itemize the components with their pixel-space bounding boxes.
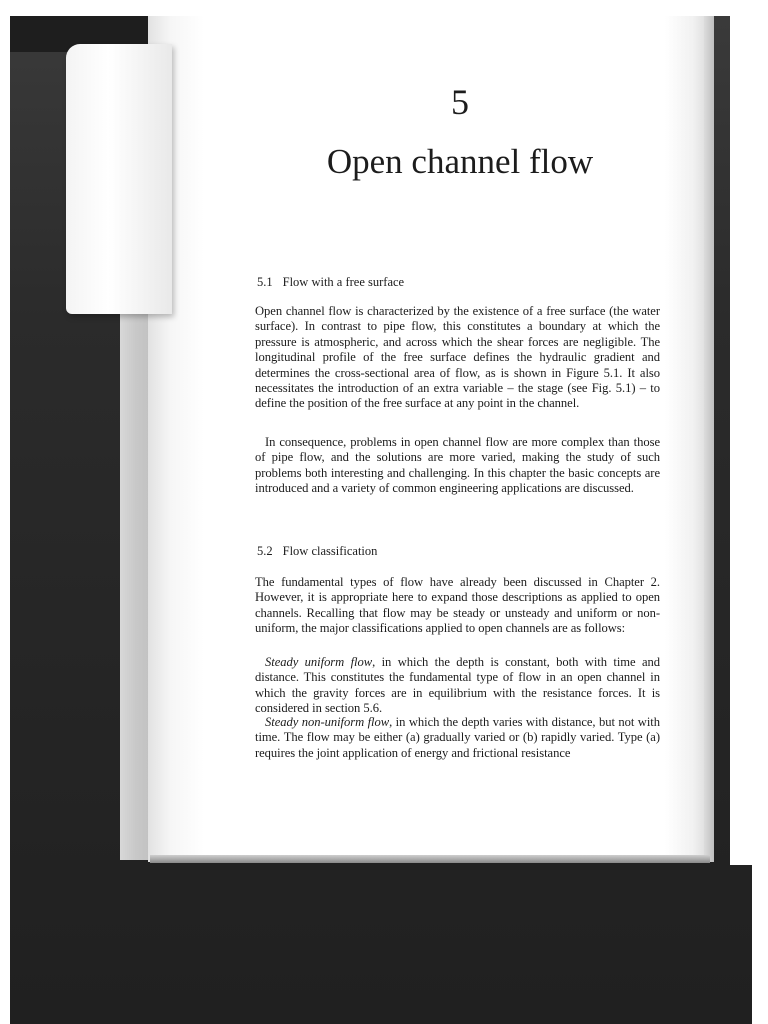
page-edge [704, 16, 714, 862]
classification-item [255, 715, 660, 761]
section-number: 5.1 [257, 275, 273, 289]
section-title: Flow with a free surface [282, 275, 405, 289]
classification-term: Steady non-uniform flow [265, 715, 390, 729]
page-bottom-shadow [150, 855, 710, 863]
section-heading-5-1 [257, 274, 404, 290]
paragraph [255, 304, 660, 412]
paragraph [255, 435, 660, 497]
section-number: 5.2 [257, 544, 273, 558]
section-heading-5-2 [257, 543, 377, 559]
section-title: Flow classification [282, 544, 378, 558]
classification-description: , in which the depth is constant, both with time and distance. This constitutes the fundamental type of flow in an open channel in which the gravity forces are in equilibrium with the resistance forces. It is considered in section 5.6. [255, 655, 660, 716]
right-margin-strip [730, 0, 768, 865]
classification-description: , in which the depth varies with distance, but not with time. The flow may be either (a) gradually varied or (b) rapidly varied. Type (a) requires the joint application of energy and frictional resistance [255, 715, 660, 760]
folded-page-tab [66, 44, 172, 314]
paragraph-text: The fundamental types of flow have already been discussed in Chapter 2. However, it is appropriate here to expand those descriptions as applied to open channels. Recalling that flow may be steady or unsteady and uniform or non-uniform, the major classifications applied to open channels are as follows: [255, 575, 660, 636]
chapter-number: 5 [451, 82, 469, 122]
paragraph [255, 575, 660, 637]
chapter-title: Open channel flow [326, 142, 594, 181]
classification-term: Steady uniform flow [265, 655, 373, 669]
paragraph-text: Open channel flow is characterized by the existence of a free surface (the water surface). In contrast to pipe flow, this constitutes a boundary at which the pressure is atmospheric, and across which the shear forces are negligible. The longitudinal profile of the free surface defines the hydraulic gradient and determines the cross-sectional area of flow, as is shown in Figure 5.1. It also necessitates the introduction of an extra variable – the stage (see Fig. 5.1) – to define the position of the free surface at any point in the channel. [255, 304, 660, 411]
classification-text [255, 655, 660, 717]
classification-item [255, 655, 660, 717]
classification-text [255, 715, 660, 761]
paragraph-text: In consequence, problems in open channel flow are more complex than those of pipe flow, and the solutions are more varied, making the study of such problems both interesting and challenging. In this chapter the basic concepts are introduced and a variety of common engineering applications are discussed. [255, 435, 660, 496]
